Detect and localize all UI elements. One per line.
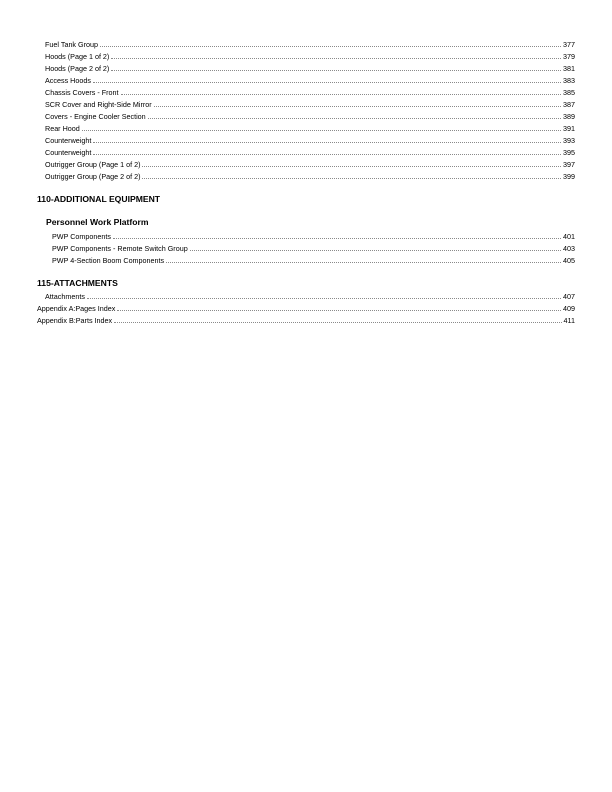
toc-entry-page: 399 xyxy=(563,172,575,181)
toc-entry-label: PWP 4-Section Boom Components xyxy=(52,256,165,265)
toc-entry-page: 385 xyxy=(563,88,575,97)
dot-leader xyxy=(154,106,561,107)
toc-entry-label: Appendix A:Pages Index xyxy=(37,304,116,313)
toc-entry-label: Hoods (Page 2 of 2) xyxy=(45,64,110,73)
toc-entry-label: Access Hoods xyxy=(45,76,91,85)
dot-leader xyxy=(148,118,561,119)
toc-entry-page: 405 xyxy=(563,256,575,265)
toc-entry-label: SCR Cover and Right-Side Mirror xyxy=(45,100,152,109)
dot-leader xyxy=(87,298,561,299)
dot-leader xyxy=(111,70,561,71)
toc-entry-page: 397 xyxy=(563,160,575,169)
toc-entry-page: 407 xyxy=(563,292,575,301)
toc-entry-label: Hoods (Page 1 of 2) xyxy=(45,52,110,61)
toc-entry[interactable] xyxy=(45,50,575,61)
dot-leader xyxy=(93,142,561,143)
toc-entry[interactable] xyxy=(45,290,575,301)
toc-entry-page: 409 xyxy=(563,304,575,313)
dot-leader xyxy=(113,238,561,239)
toc-entry-page: 403 xyxy=(563,244,575,253)
dot-leader xyxy=(82,130,561,131)
toc-entry-page: 383 xyxy=(563,76,575,85)
toc-entry-label: Fuel Tank Group xyxy=(45,40,99,49)
toc-entry-page: 411 xyxy=(563,316,575,325)
toc-entry-page: 393 xyxy=(563,136,575,145)
section-heading[interactable]: 115-ATTACHMENTS xyxy=(37,278,118,288)
toc-entry-label: Counterweight xyxy=(45,136,92,145)
toc-appendix-entry[interactable] xyxy=(37,302,575,313)
toc-entry-page: 381 xyxy=(563,64,575,73)
toc-entry[interactable] xyxy=(45,86,575,97)
toc-entry-label: Counterweight xyxy=(45,148,92,157)
toc-entry-label: Appendix B:Parts Index xyxy=(37,316,113,325)
toc-entry-label: PWP Components - Remote Switch Group xyxy=(52,244,188,253)
toc-entry-label: Chassis Covers - Front xyxy=(45,88,119,97)
toc-entry-page: 401 xyxy=(563,232,575,241)
toc-entry[interactable] xyxy=(45,122,575,133)
dot-leader xyxy=(142,166,561,167)
toc-entry[interactable] xyxy=(45,98,575,109)
dot-leader xyxy=(111,58,561,59)
toc-entry-page: 379 xyxy=(563,52,575,61)
toc-entry[interactable] xyxy=(45,110,575,121)
toc-entry-label: PWP Components xyxy=(52,232,111,241)
toc-entry-page: 395 xyxy=(563,148,575,157)
dot-leader xyxy=(100,46,561,47)
toc-entry-label: Outrigger Group (Page 1 of 2) xyxy=(45,160,141,169)
dot-leader xyxy=(121,94,562,95)
dot-leader xyxy=(117,310,561,311)
dot-leader xyxy=(166,262,561,263)
toc-entry[interactable] xyxy=(52,230,575,241)
toc-entry[interactable] xyxy=(45,62,575,73)
toc-entry[interactable] xyxy=(45,74,575,85)
dot-leader xyxy=(114,322,561,323)
dot-leader xyxy=(93,154,561,155)
dot-leader xyxy=(142,178,561,179)
dot-leader xyxy=(190,250,561,251)
toc-entry-label: Attachments xyxy=(45,292,85,301)
section-heading[interactable]: 110-ADDITIONAL EQUIPMENT xyxy=(37,194,161,204)
toc-entry-page: 391 xyxy=(563,124,575,133)
subsection-heading[interactable]: Personnel Work Platform xyxy=(46,217,149,227)
toc-entry[interactable] xyxy=(45,134,575,145)
toc-entry-page: 377 xyxy=(563,40,575,49)
toc-entry-label: Rear Hood xyxy=(45,124,80,133)
toc-entry[interactable] xyxy=(45,170,575,181)
toc-appendix-entry[interactable] xyxy=(37,314,575,325)
toc-entry[interactable] xyxy=(45,146,575,157)
toc-entry-label: Covers - Engine Cooler Section xyxy=(45,112,146,121)
toc-entry[interactable] xyxy=(45,158,575,169)
toc-entry[interactable] xyxy=(52,254,575,265)
toc-entry[interactable] xyxy=(45,38,575,49)
toc-entry[interactable] xyxy=(52,242,575,253)
toc-entry-page: 387 xyxy=(563,100,575,109)
toc-entry-page: 389 xyxy=(563,112,575,121)
toc-entry-label: Outrigger Group (Page 2 of 2) xyxy=(45,172,141,181)
dot-leader xyxy=(93,82,561,83)
